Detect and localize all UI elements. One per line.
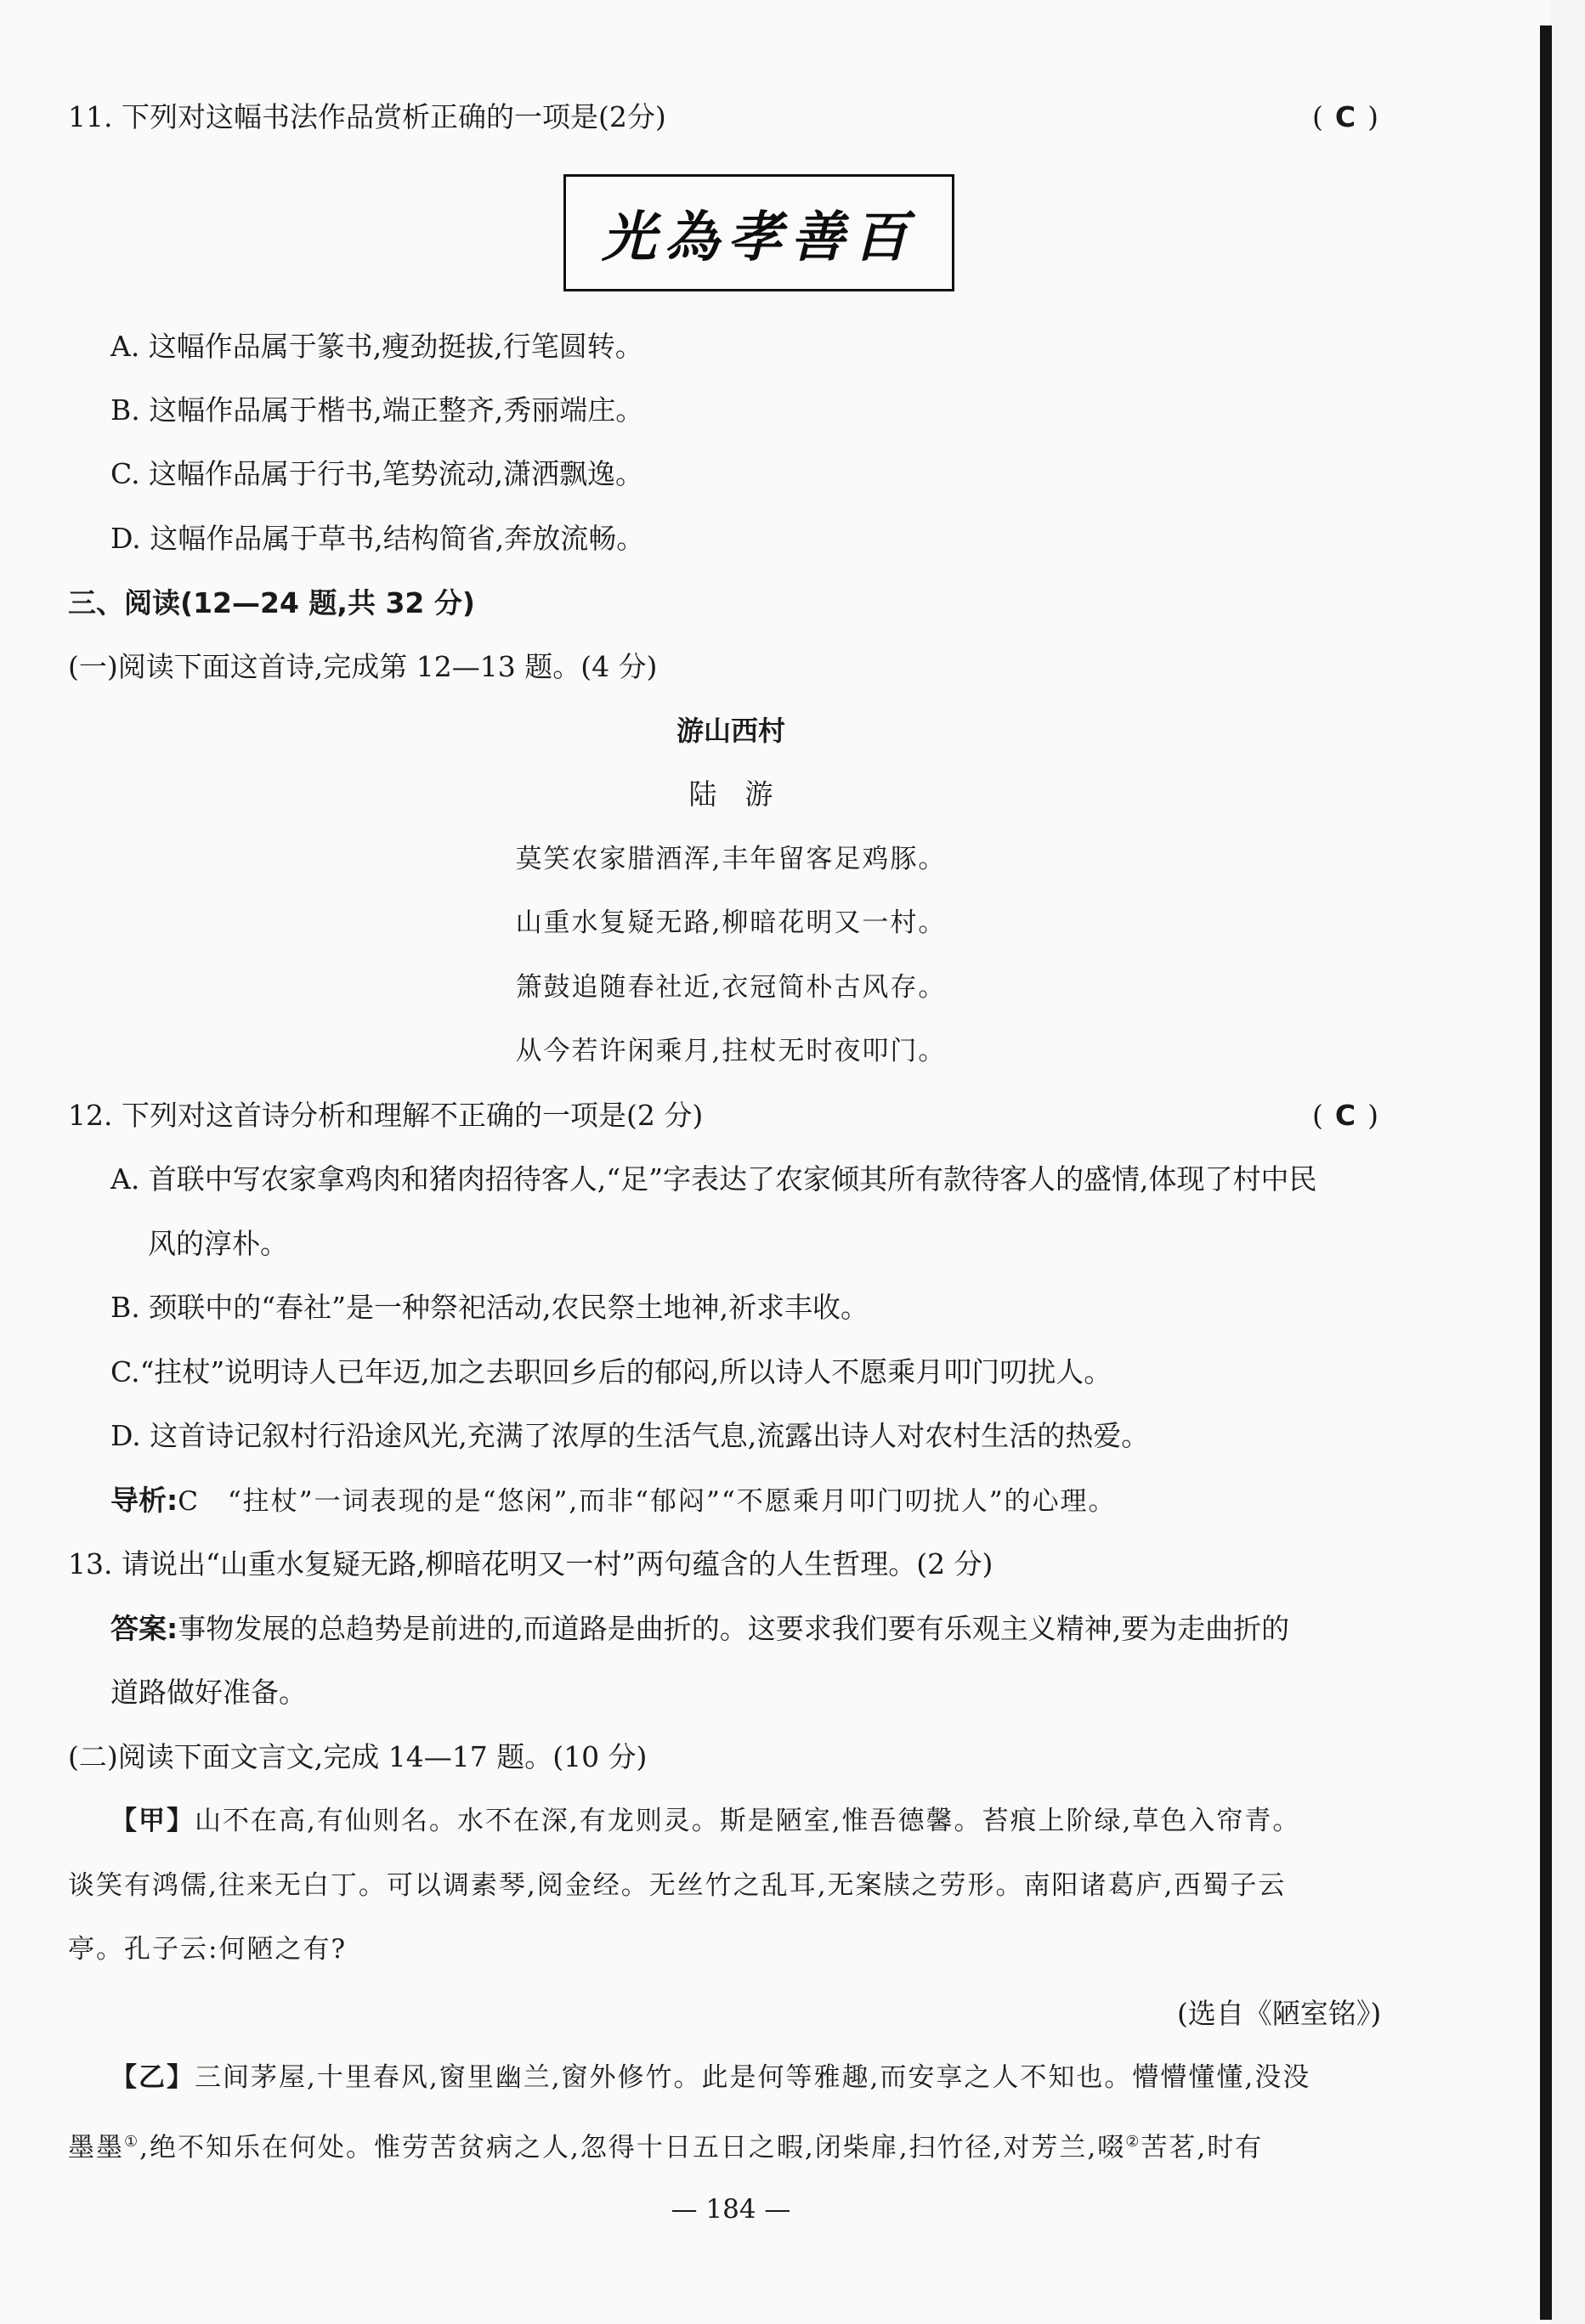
- q13-answer-cont: 道路做好准备。: [110, 1676, 307, 1709]
- yi-label: 【乙】: [110, 2062, 195, 2093]
- q12-answer-close: ): [1367, 1099, 1378, 1132]
- q12-analysis: [110, 1482, 1117, 1520]
- q12-stem: 12. 下列对这首诗分析和理解不正确的一项是(2 分): [68, 1099, 704, 1132]
- q11-answer: [1312, 99, 1378, 136]
- poem-line-1: 莫笑农家腊酒浑,丰年留客足鸡豚。: [515, 844, 947, 874]
- section-heading: 三、阅读(12—24 题,共 32 分): [68, 586, 475, 619]
- q11-option-c: C. 这幅作品属于行书,笔势流动,潇洒飘逸。: [110, 457, 644, 490]
- q12-answer-open: (: [1312, 1099, 1323, 1132]
- q13-answer: [110, 1610, 1289, 1648]
- jia-line-1: [110, 1802, 1300, 1840]
- q13-stem: 13. 请说出“山重水复疑无路,柳暗花明又一村”两句蕴含的人生哲理。(2 分): [68, 1547, 993, 1580]
- yi-line-2: [68, 2123, 1263, 2166]
- yi-line-1: [110, 2059, 1310, 2096]
- yi-text-2c: 苦茗,时有: [1141, 2132, 1264, 2163]
- poem-title: 游山西村: [676, 715, 785, 747]
- q12-answer: [1312, 1097, 1378, 1134]
- poem-author: 陆 游: [688, 777, 773, 811]
- poem-line-2: 山重水复疑无路,柳暗花明又一村。: [515, 908, 947, 938]
- jia-label: 【甲】: [110, 1806, 195, 1836]
- poem-line-3: 箫鼓追随春社近,衣冠简朴古风存。: [515, 972, 947, 1003]
- q12-option-c: C.“拄杖”说明诗人已年迈,加之去职回乡后的郁闷,所以诗人不愿乘月叩门叨扰人。: [110, 1355, 1112, 1388]
- page-number: — 184 —: [671, 2194, 791, 2225]
- jia-line-3: 亭。孔子云:何陋之有?: [68, 1934, 348, 1965]
- q11-option-b: B. 这幅作品属于楷书,端正整齐,秀丽端庄。: [110, 393, 644, 427]
- yi-text-2a: 墨墨: [68, 2132, 124, 2163]
- q12-option-d: D. 这首诗记叙村行沿途风光,充满了浓厚的生活气息,流露出诗人对农村生活的热爱。: [110, 1419, 1150, 1452]
- part1-intro: (一)阅读下面这首诗,完成第 12—13 题。(4 分): [68, 650, 658, 683]
- q12-option-a-cont: 风的淳朴。: [148, 1227, 288, 1260]
- q12-answer-letter: C: [1334, 1099, 1356, 1132]
- poem-line-4: 从今若许闲乘月,拄杖无时夜叩门。: [515, 1036, 947, 1066]
- q12-option-b: B. 颈联中的“春社”是一种祭祀活动,农民祭土地神,祈求丰收。: [110, 1291, 869, 1324]
- calligraphy-image: [563, 174, 954, 291]
- yi-text-1: 三间茅屋,十里春风,窗里幽兰,窗外修竹。此是何等雅趣,而安享之人不知也。懵懵懂懂,没没: [195, 2062, 1311, 2093]
- jia-source: (选自《陋室铭》): [1177, 1997, 1382, 2030]
- footnote-2-marker: ②: [1125, 2133, 1141, 2151]
- q11-option-a: A. 这幅作品属于篆书,瘦劲挺拔,行笔圆转。: [110, 330, 643, 363]
- answer-label: 答案:: [110, 1612, 178, 1645]
- q11-answer-letter: C: [1334, 100, 1356, 133]
- analysis-text: C “拄杖”一词表现的是“悠闲”,而非“郁闷”“不愿乘月叩门叨扰人”的心理。: [178, 1486, 1117, 1517]
- q11-answer-open: (: [1312, 100, 1323, 133]
- analysis-label: 导析:: [110, 1484, 178, 1517]
- yi-text-2b: ,绝不知乐在何处。惟劳苦贫病之人,忽得十日五日之暇,闭柴扉,扫竹径,对芳兰,啜: [139, 2132, 1126, 2163]
- answer-text-1: 事物发展的总趋势是前进的,而道路是曲折的。这要求我们要有乐观主义精神,要为走曲折的: [178, 1612, 1290, 1645]
- q12-option-a: A. 首联中写农家拿鸡肉和猪肉招待客人,“足”字表达了农家倾其所有款待客人的盛情,体现了村中民: [110, 1162, 1317, 1196]
- part2-intro: (二)阅读下面文言文,完成 14—17 题。(10 分): [68, 1740, 648, 1773]
- calligraphy-text: 光為孝善百: [602, 206, 916, 269]
- jia-line-2: 谈笑有鸿儒,往来无白丁。可以调素琴,阅金经。无丝竹之乱耳,无案牍之劳形。南阳诸葛庐,西蜀子云: [68, 1870, 1287, 1901]
- scan-edge: [1540, 25, 1552, 2320]
- jia-text-1: 山不在高,有仙则名。水不在深,有龙则灵。斯是陋室,惟吾德馨。苔痕上阶绿,草色入帘青。: [195, 1806, 1301, 1836]
- q11-answer-close: ): [1367, 100, 1378, 133]
- q11-option-d: D. 这幅作品属于草书,结构简省,奔放流畅。: [110, 522, 645, 555]
- q11-stem: 11. 下列对这幅书法作品赏析正确的一项是(2分): [68, 100, 666, 133]
- footnote-1-marker: ①: [124, 2133, 140, 2151]
